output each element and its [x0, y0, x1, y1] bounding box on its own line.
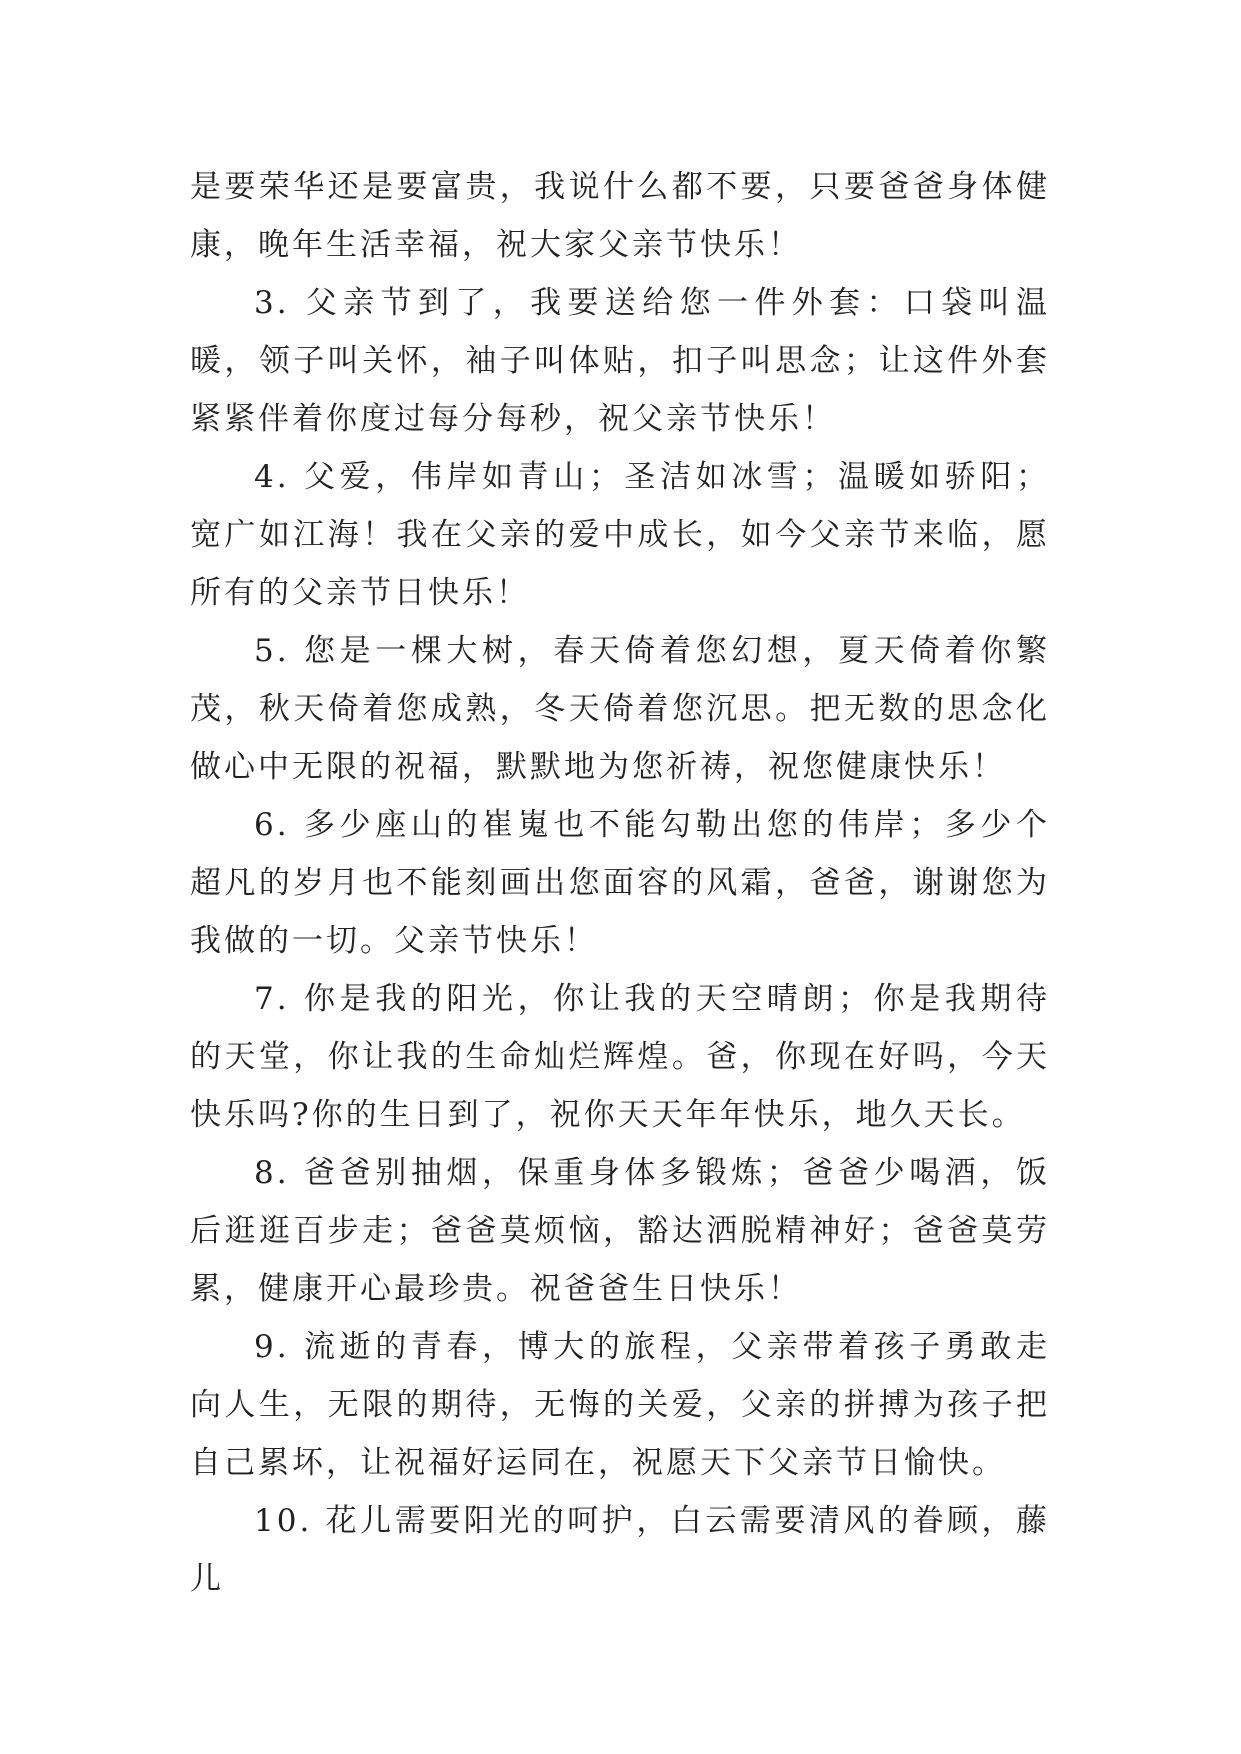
paragraph: 9. 流逝的青春，博大的旅程，父亲带着孩子勇敢走向人生，无限的期待，无悔的关爱，父亲的拼搏为孩子把自己累坏，让祝福好运同在，祝愿天下父亲节日愉快。 — [190, 1329, 1050, 1481]
paragraph: 10. 花儿需要阳光的呵护，白云需要清风的眷顾，藤儿 — [190, 1503, 1050, 1597]
paragraph: 4. 父爱，伟岸如青山；圣洁如冰雪；温暖如骄阳；宽广如江海！我在父亲的爱中成长，如今父亲节来临，愿所有的父亲节日快乐！ — [190, 459, 1050, 611]
paragraph: 是要荣华还是要富贵，我说什么都不要，只要爸爸身体健康，晚年生活幸福，祝大家父亲节快乐！ — [190, 169, 1050, 263]
paragraph: 5. 您是一棵大树，春天倚着您幻想，夏天倚着你繁茂，秋天倚着您成熟，冬天倚着您沉思。把无数的思念化做心中无限的祝福，默默地为您祈祷，祝您健康快乐！ — [190, 633, 1050, 785]
paragraph: 6. 多少座山的崔嵬也不能勾勒出您的伟岸；多少个超凡的岁月也不能刻画出您面容的风霜，爸爸，谢谢您为我做的一切。父亲节快乐！ — [190, 807, 1050, 959]
paragraph: 3. 父亲节到了，我要送给您一件外套：口袋叫温暖，领子叫关怀，袖子叫体贴，扣子叫思念；让这件外套紧紧伴着你度过每分每秒，祝父亲节快乐！ — [190, 285, 1050, 437]
paragraph: 7. 你是我的阳光，你让我的天空晴朗；你是我期待的天堂，你让我的生命灿烂辉煌。爸，你现在好吗，今天快乐吗?你的生日到了，祝你天天年年快乐，地久天长。 — [190, 981, 1050, 1133]
document-body — [190, 158, 1050, 1608]
paragraph: 8. 爸爸别抽烟，保重身体多锻炼；爸爸少喝酒，饭后逛逛百步走；爸爸莫烦恼，豁达洒脱精神好；爸爸莫劳累，健康开心最珍贵。祝爸爸生日快乐！ — [190, 1155, 1050, 1307]
